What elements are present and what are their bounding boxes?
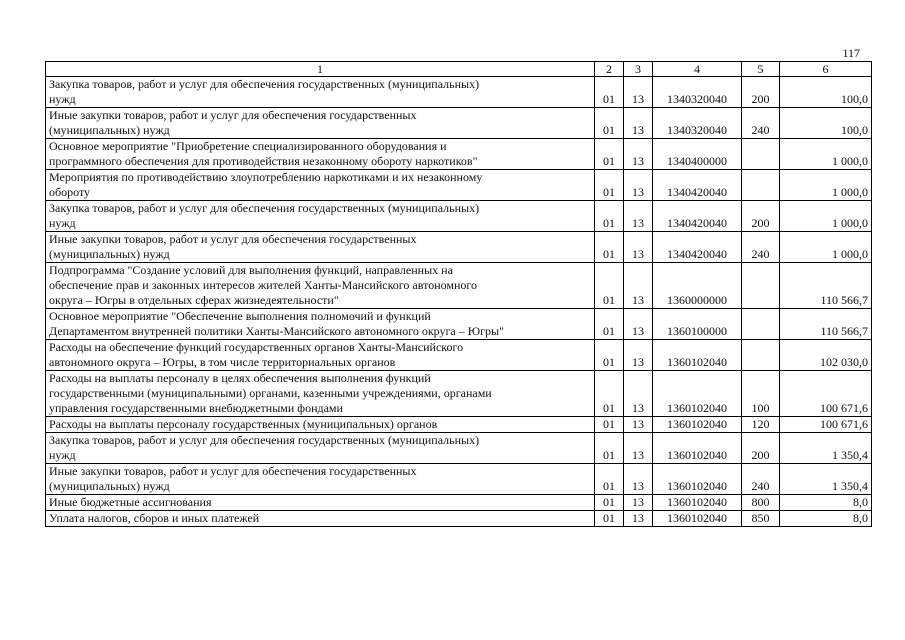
- budget-table: [45, 61, 872, 527]
- column-header-6: 6: [780, 62, 872, 77]
- column-header-3: 3: [624, 62, 653, 77]
- column-header-5: 5: [742, 62, 780, 77]
- row-target-article-cell: 1360102040: [653, 464, 742, 495]
- table-header: [46, 62, 872, 77]
- table-row: [46, 417, 872, 433]
- row-target-article-cell: 1360000000: [653, 263, 742, 309]
- row-name-cell: Иные закупки товаров, работ и услуг для обеспечения государственных (муниципальных) нужд: [46, 232, 595, 263]
- table-row: [46, 170, 872, 201]
- row-name-cell: Расходы на обеспечение функций государственных органов Ханты-Мансийского автономного округа – Югры, в том числе территориальных органов: [46, 340, 595, 371]
- row-expense-type-cell: [742, 263, 780, 309]
- row-name-cell: Расходы на выплаты персоналу государственных (муниципальных) органов: [46, 417, 595, 433]
- row-name-cell: Основное мероприятие "Обеспечение выполнения полномочий и функций Департаментом внутренней политики Ханты-Мансийского автономного округа – Югры": [46, 309, 595, 340]
- row-expense-type-cell: [742, 139, 780, 170]
- table-row: [46, 263, 872, 309]
- column-header-4: 4: [653, 62, 742, 77]
- row-target-article-cell: 1360102040: [653, 511, 742, 527]
- row-subsection-cell: 13: [624, 417, 653, 433]
- row-subsection-cell: 13: [624, 464, 653, 495]
- row-name-cell: Закупка товаров, работ и услуг для обеспечения государственных (муниципальных) нужд: [46, 77, 595, 108]
- row-section-cell: 01: [595, 464, 624, 495]
- row-target-article-cell: 1360100000: [653, 309, 742, 340]
- table-row: [46, 77, 872, 108]
- row-name-cell: Закупка товаров, работ и услуг для обеспечения государственных (муниципальных) нужд: [46, 433, 595, 464]
- row-expense-type-cell: 200: [742, 201, 780, 232]
- row-amount-cell: 110 566,7: [780, 309, 872, 340]
- row-expense-type-cell: 240: [742, 232, 780, 263]
- column-header-1: 1: [46, 62, 595, 77]
- row-target-article-cell: 1360102040: [653, 417, 742, 433]
- table-row: [46, 495, 872, 511]
- row-section-cell: 01: [595, 263, 624, 309]
- row-name-cell: Подпрограмма "Создание условий для выполнения функций, направленных на обеспечение прав и законных интересов жителей Ханты-Мансийского автономного округа – Югры в отдельных сферах жизнедеятельности": [46, 263, 595, 309]
- row-name-cell: Закупка товаров, работ и услуг для обеспечения государственных (муниципальных) нужд: [46, 201, 595, 232]
- row-name-cell: Основное мероприятие "Приобретение специализированного оборудования и программного обеспечения для противодействия незаконному обороту наркотиков": [46, 139, 595, 170]
- row-expense-type-cell: 200: [742, 77, 780, 108]
- row-amount-cell: 100,0: [780, 77, 872, 108]
- row-section-cell: 01: [595, 309, 624, 340]
- row-expense-type-cell: [742, 340, 780, 371]
- row-expense-type-cell: [742, 309, 780, 340]
- row-section-cell: 01: [595, 371, 624, 417]
- table-row: [46, 340, 872, 371]
- row-amount-cell: 1 350,4: [780, 433, 872, 464]
- row-expense-type-cell: 850: [742, 511, 780, 527]
- row-target-article-cell: 1340420040: [653, 232, 742, 263]
- row-subsection-cell: 13: [624, 309, 653, 340]
- table-row: [46, 201, 872, 232]
- row-expense-type-cell: 120: [742, 417, 780, 433]
- row-subsection-cell: 13: [624, 232, 653, 263]
- row-section-cell: 01: [595, 340, 624, 371]
- row-section-cell: 01: [595, 201, 624, 232]
- row-expense-type-cell: 240: [742, 108, 780, 139]
- row-amount-cell: 1 350,4: [780, 464, 872, 495]
- row-expense-type-cell: 200: [742, 433, 780, 464]
- row-target-article-cell: 1340320040: [653, 108, 742, 139]
- row-amount-cell: 1 000,0: [780, 170, 872, 201]
- row-name-cell: Иные бюджетные ассигнования: [46, 495, 595, 511]
- row-section-cell: 01: [595, 108, 624, 139]
- row-subsection-cell: 13: [624, 371, 653, 417]
- table-row: [46, 309, 872, 340]
- row-amount-cell: 1 000,0: [780, 201, 872, 232]
- table-row: [46, 108, 872, 139]
- row-target-article-cell: 1340400000: [653, 139, 742, 170]
- row-section-cell: 01: [595, 139, 624, 170]
- row-name-cell: Расходы на выплаты персоналу в целях обеспечения выполнения функций государственными (муниципальными) органами, казенными учреждениями, органами управления государственными внебюджетными фондами: [46, 371, 595, 417]
- row-subsection-cell: 13: [624, 340, 653, 371]
- row-target-article-cell: 1340420040: [653, 201, 742, 232]
- row-expense-type-cell: 100: [742, 371, 780, 417]
- row-target-article-cell: 1360102040: [653, 340, 742, 371]
- row-expense-type-cell: [742, 170, 780, 201]
- row-expense-type-cell: 240: [742, 464, 780, 495]
- table-body: [46, 77, 872, 527]
- row-section-cell: 01: [595, 433, 624, 464]
- row-target-article-cell: 1360102040: [653, 433, 742, 464]
- row-name-cell: Иные закупки товаров, работ и услуг для обеспечения государственных (муниципальных) нужд: [46, 464, 595, 495]
- table-row: [46, 511, 872, 527]
- row-subsection-cell: 13: [624, 201, 653, 232]
- page-number: 117: [842, 46, 860, 60]
- row-section-cell: 01: [595, 417, 624, 433]
- table-row: [46, 232, 872, 263]
- row-amount-cell: 8,0: [780, 511, 872, 527]
- header-row: [46, 62, 872, 77]
- row-name-cell: Иные закупки товаров, работ и услуг для обеспечения государственных (муниципальных) нужд: [46, 108, 595, 139]
- row-section-cell: 01: [595, 232, 624, 263]
- table-row: [46, 139, 872, 170]
- row-expense-type-cell: 800: [742, 495, 780, 511]
- row-amount-cell: 100,0: [780, 108, 872, 139]
- row-name-cell: Мероприятия по противодействию злоупотреблению наркотиками и их незаконному обороту: [46, 170, 595, 201]
- row-amount-cell: 100 671,6: [780, 417, 872, 433]
- row-amount-cell: 102 030,0: [780, 340, 872, 371]
- row-section-cell: 01: [595, 77, 624, 108]
- row-subsection-cell: 13: [624, 139, 653, 170]
- table-row: [46, 371, 872, 417]
- column-header-2: 2: [595, 62, 624, 77]
- row-amount-cell: 1 000,0: [780, 139, 872, 170]
- table-row: [46, 464, 872, 495]
- row-amount-cell: 100 671,6: [780, 371, 872, 417]
- row-section-cell: 01: [595, 495, 624, 511]
- row-target-article-cell: 1360102040: [653, 495, 742, 511]
- row-name-cell: Уплата налогов, сборов и иных платежей: [46, 511, 595, 527]
- row-target-article-cell: 1340420040: [653, 170, 742, 201]
- row-section-cell: 01: [595, 511, 624, 527]
- row-subsection-cell: 13: [624, 77, 653, 108]
- row-subsection-cell: 13: [624, 433, 653, 464]
- row-amount-cell: 110 566,7: [780, 263, 872, 309]
- row-section-cell: 01: [595, 170, 624, 201]
- row-target-article-cell: 1360102040: [653, 371, 742, 417]
- row-amount-cell: 8,0: [780, 495, 872, 511]
- row-subsection-cell: 13: [624, 108, 653, 139]
- row-subsection-cell: 13: [624, 495, 653, 511]
- table-row: [46, 433, 872, 464]
- row-amount-cell: 1 000,0: [780, 232, 872, 263]
- row-target-article-cell: 1340320040: [653, 77, 742, 108]
- row-subsection-cell: 13: [624, 511, 653, 527]
- row-subsection-cell: 13: [624, 170, 653, 201]
- row-subsection-cell: 13: [624, 263, 653, 309]
